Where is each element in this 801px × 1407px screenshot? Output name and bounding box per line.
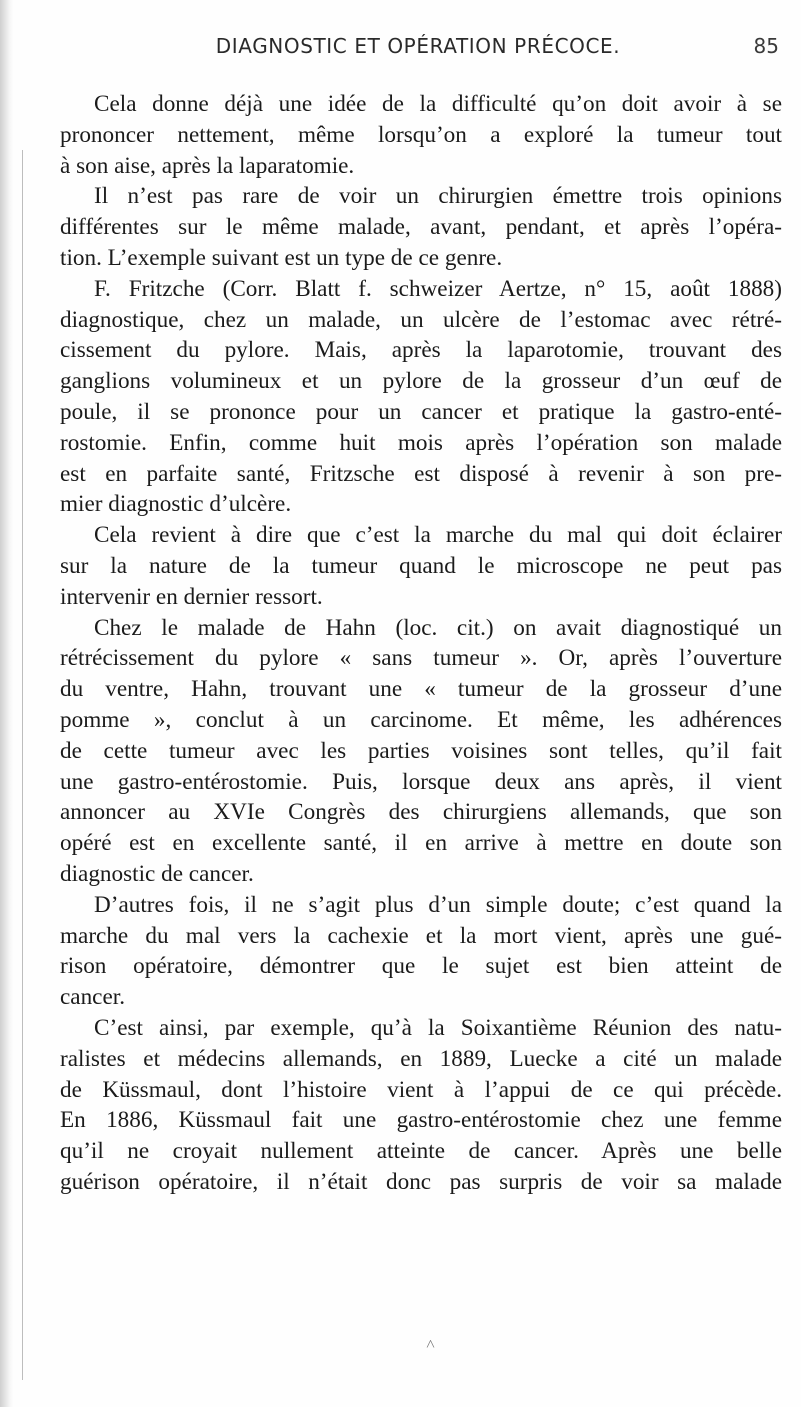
running-title: DIAGNOSTIC ET OPÉRATION PRÉCOCE. — [215, 34, 621, 58]
text-line: marche du mal vers la cachexie et la mort vient, après une gué- — [60, 922, 782, 949]
text-line: En 1886, Küssmaul fait une gastro-entérostomie chez une femme — [60, 1107, 782, 1134]
text-line: Cela revient à dire que c’est la marche du mal qui doit éclairer — [94, 522, 782, 549]
text-line: poule, il se prononce pour un cancer et pratique la gastro-enté- — [60, 398, 782, 425]
text-line: cissement du pylore. Mais, après la laparotomie, trouvant des — [60, 337, 782, 364]
text-line: mier diagnostic d’ulcère. — [60, 491, 292, 518]
text-line: tion. L’exemple suivant est un type de ce genre. — [60, 244, 503, 271]
text-line: de cette tumeur avec les parties voisines sont telles, qu’il fait — [60, 737, 782, 764]
text-line: Chez le malade de Hahn (loc. cit.) on avait diagnostiqué un — [94, 614, 782, 641]
text-line: une gastro-entérostomie. Puis, lorsque deux ans après, il vient — [60, 768, 782, 795]
text-line: qu’il ne croyait nullement atteinte de cancer. Après une belle — [60, 1138, 782, 1165]
text-line: intervenir en dernier ressort. — [60, 583, 323, 610]
text-line: rétrécissement du pylore « sans tumeur ». Or, après l’ouverture — [60, 645, 782, 672]
text-line: C’est ainsi, par exemple, qu’à la Soixantième Réunion des natu- — [94, 1014, 782, 1041]
text-line: prononcer nettement, même lorsqu’on a exploré la tumeur tout — [60, 121, 782, 148]
text-line: D’autres fois, il ne s’agit plus d’un simple doute; c’est quand la — [94, 891, 782, 918]
binding-gutter-shadow — [0, 0, 14, 1407]
text-line: Il n’est pas rare de voir un chirurgien émettre trois opinions — [94, 183, 782, 210]
text-line: est en parfaite santé, Fritzsche est disposé à revenir à son pre- — [60, 460, 782, 487]
text-line: du ventre, Hahn, trouvant une « tumeur de la grosseur d’une — [60, 676, 782, 703]
text-line: pomme », conclut à un carcinome. Et même, les adhérences — [60, 706, 782, 733]
text-line: F. Fritzche (Corr. Blatt f. schweizer Aertze, n° 15, août 1888) — [94, 275, 782, 302]
page-number: 85 — [753, 34, 779, 58]
text-line: diagnostic de cancer. — [60, 860, 254, 887]
text-line: sur la nature de la tumeur quand le microscope ne peut pas — [60, 552, 782, 579]
ink-speck-mark: ˄ — [426, 1336, 436, 1353]
text-line: ganglions volumineux et un pylore de la grosseur d’un œuf de — [60, 368, 782, 395]
text-line: à son aise, après la laparatomie. — [60, 152, 355, 179]
text-line: annoncer au XVIe Congrès des chirurgiens allemands, que son — [60, 799, 782, 826]
text-line: cancer. — [60, 984, 125, 1011]
binding-edge-line — [22, 150, 23, 1380]
text-line: diagnostique, chez un malade, un ulcère de l’estomac avec rétré- — [60, 306, 782, 333]
text-line: rison opératoire, démontrer que le sujet est bien atteint de — [60, 953, 782, 980]
text-line: différentes sur le même malade, avant, pendant, et après l’opéra- — [60, 214, 782, 241]
text-line: opéré est en excellente santé, il en arrive à mettre en doute son — [60, 830, 782, 857]
text-line: ralistes et médecins allemands, en 1889, Luecke a cité un malade — [60, 1045, 782, 1072]
text-line: de Küssmaul, dont l’histoire vient à l’appui de ce qui précède. — [60, 1076, 782, 1103]
text-line: guérison opératoire, il n’était donc pas surpris de voir sa malade — [60, 1168, 782, 1195]
body-text — [60, 89, 782, 1198]
text-line: rostomie. Enfin, comme huit mois après l’opération son malade — [60, 429, 782, 456]
text-line: Cela donne déjà une idée de la difficulté qu’on doit avoir à se — [94, 91, 782, 117]
